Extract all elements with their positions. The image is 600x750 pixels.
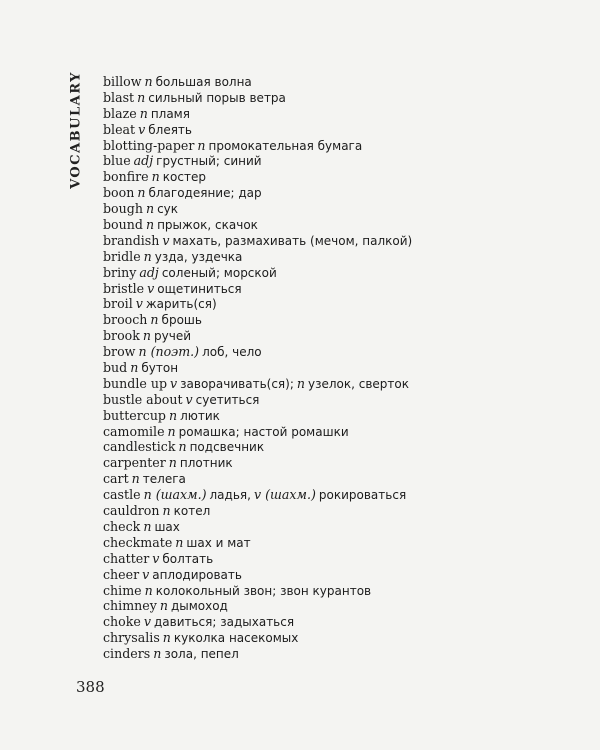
- entry-translation-2: узелок, сверток: [307, 376, 409, 391]
- entry-headword: bleat: [103, 121, 136, 137]
- entry-translation: лютик: [180, 408, 220, 423]
- entry-translation: ощетиниться: [157, 281, 242, 296]
- entry-translation: жарить(ся): [145, 297, 217, 312]
- entry-headword: cauldron: [103, 503, 160, 519]
- vocabulary-entry: [103, 471, 563, 487]
- entry-part-of-speech: n: [159, 598, 168, 614]
- entry-headword: bough: [103, 201, 143, 217]
- entry-headword: chimney: [103, 598, 157, 614]
- entry-translation: подсвечник: [189, 440, 265, 455]
- vocabulary-entry: [103, 551, 563, 567]
- entry-headword: carpenter: [103, 455, 166, 471]
- entry-headword: brooch: [103, 312, 148, 328]
- entry-translation: шах: [154, 519, 180, 534]
- entry-translation: сук: [157, 202, 179, 217]
- entry-headword: check: [103, 518, 141, 534]
- entry-headword: bristle: [103, 280, 145, 296]
- entry-headword: broil: [103, 296, 133, 312]
- vocabulary-entry: [103, 392, 563, 408]
- page-number: 388: [76, 678, 105, 696]
- entry-part-of-speech: v: [185, 391, 193, 407]
- entry-translation: грустный; синий: [156, 154, 262, 169]
- entry-headword: cheer: [103, 566, 140, 582]
- entry-headword: cinders: [103, 646, 151, 662]
- entry-part-of-speech: n: [137, 89, 146, 105]
- vocabulary-entry: [103, 249, 563, 265]
- entry-translation: телега: [142, 472, 186, 487]
- entry-headword: castle: [103, 487, 141, 503]
- entry-headword: boon: [103, 185, 135, 201]
- entry-translation: плотник: [179, 456, 233, 471]
- entry-translation: котел: [173, 504, 211, 519]
- entry-part-of-speech: v: [138, 121, 146, 137]
- entry-part-of-speech: n: [150, 312, 159, 328]
- vocabulary-entry: [103, 90, 563, 106]
- entry-translation: давиться; задыхаться: [153, 615, 295, 630]
- vocabulary-entry: [103, 233, 563, 249]
- entry-translation: дымоход: [170, 599, 228, 614]
- entry-part-of-speech: n: [144, 582, 153, 598]
- section-label: VOCABULARY: [68, 71, 84, 189]
- entry-part-of-speech: n: [151, 169, 160, 185]
- vocabulary-entry: [103, 503, 563, 519]
- entry-part-of-speech: v: [170, 375, 178, 391]
- entry-part-of-speech: v: [142, 566, 150, 582]
- entry-headword: bud: [103, 360, 128, 376]
- vocabulary-entry: [103, 201, 563, 217]
- entry-translation: прыжок, скачок: [157, 218, 258, 233]
- entry-headword: bridle: [103, 248, 141, 264]
- entry-headword: blotting-paper: [103, 137, 195, 153]
- entry-part-of-speech: n (поэт.): [138, 344, 200, 360]
- vocabulary-entry: [103, 519, 563, 535]
- entry-part-of-speech: n: [168, 455, 177, 471]
- entry-translation: бутон: [141, 361, 179, 376]
- entry-headword: checkmate: [103, 534, 173, 550]
- vocabulary-entry: [103, 185, 563, 201]
- vocabulary-list: [103, 74, 563, 662]
- vocabulary-entry: [103, 328, 563, 344]
- entry-headword: brook: [103, 328, 140, 344]
- entry-part-of-speech: n: [130, 360, 139, 376]
- entry-translation: узда, уздечка: [154, 249, 243, 264]
- entry-headword: chatter: [103, 550, 150, 566]
- entry-part-of-speech: n: [131, 471, 140, 487]
- entry-headword: choke: [103, 614, 141, 630]
- entry-translation: болтать: [162, 551, 214, 566]
- vocabulary-entry: [103, 217, 563, 233]
- entry-translation: шах и мат: [186, 535, 251, 550]
- entry-translation: сильный порыв ветра: [148, 90, 286, 105]
- entry-part-of-speech: adj: [133, 153, 154, 169]
- vocabulary-entry: [103, 169, 563, 185]
- vocabulary-entry: [103, 312, 563, 328]
- entry-translation: колокольный звон; звон курантов: [155, 583, 372, 598]
- entry-part-of-speech: n: [162, 630, 171, 646]
- entry-part-of-speech: n: [144, 74, 153, 89]
- entry-headword: billow: [103, 74, 142, 89]
- entry-translation: ручей: [154, 329, 192, 344]
- vocabulary-entry: [103, 583, 563, 599]
- entry-translation: большая волна: [155, 75, 252, 89]
- vocabulary-entry: [103, 455, 563, 471]
- vocabulary-entry: [103, 535, 563, 551]
- entry-headword: brow: [103, 344, 136, 360]
- vocabulary-entry: [103, 598, 563, 614]
- entry-headword: blaze: [103, 105, 137, 121]
- vocabulary-entry: [103, 296, 563, 312]
- entry-headword: chime: [103, 582, 142, 598]
- entry-translation: махать, размахивать (мечом, палкой): [172, 233, 413, 248]
- vocabulary-entry: [103, 614, 563, 630]
- entry-part-of-speech: n: [145, 201, 155, 217]
- vocabulary-entry: [103, 360, 563, 376]
- entry-part-of-speech: n: [143, 518, 152, 534]
- vocabulary-entry: [103, 281, 563, 297]
- entry-headword: bound: [103, 217, 143, 233]
- entry-translation: благодеяние; дар: [148, 186, 262, 201]
- entry-translation: заворачивать(ся);: [180, 376, 294, 391]
- vocabulary-entry: [103, 424, 563, 440]
- vocabulary-entry: [103, 153, 563, 169]
- vocabulary-entry: [103, 376, 563, 392]
- entry-translation-2: рокироваться: [318, 488, 407, 503]
- vocabulary-entry: [103, 487, 563, 503]
- entry-headword: blast: [103, 89, 135, 105]
- entry-translation: лоб, чело: [202, 345, 262, 360]
- entry-headword: candlestick: [103, 439, 176, 455]
- entry-translation: блеять: [148, 122, 192, 137]
- entry-translation: аплодировать: [152, 567, 242, 582]
- vocabulary-entry: [103, 630, 563, 646]
- entry-part-of-speech: n: [178, 439, 187, 455]
- entry-part-of-speech: adj: [139, 264, 159, 280]
- vocabulary-entry: [103, 265, 563, 281]
- entry-part-of-speech: n: [143, 248, 152, 264]
- entry-translation: суетиться: [195, 392, 260, 407]
- entry-part-of-speech: v: [162, 232, 170, 248]
- entry-translation: брошь: [161, 313, 202, 328]
- entry-headword: chrysalis: [103, 630, 160, 646]
- entry-translation: костер: [162, 170, 206, 185]
- entry-part-of-speech: n: [139, 105, 148, 121]
- vocabulary-entry: [103, 74, 563, 90]
- vocabulary-entry: [103, 408, 563, 424]
- vocabulary-entry: [103, 106, 563, 122]
- entry-headword: brandish: [103, 232, 160, 248]
- vocabulary-entry: [103, 138, 563, 154]
- entry-part-of-speech: n (шахм.): [143, 487, 207, 503]
- entry-translation: соленый; морской: [161, 265, 277, 280]
- entry-part-of-speech: v: [152, 550, 160, 566]
- vocabulary-entry: [103, 439, 563, 455]
- entry-part-of-speech-2: n: [296, 375, 305, 391]
- entry-translation: ромашка; настой ромашки: [178, 424, 349, 439]
- entry-part-of-speech: v: [143, 614, 151, 630]
- vocabulary-entry: [103, 646, 563, 662]
- entry-headword: briny: [103, 264, 137, 280]
- entry-part-of-speech: n: [169, 407, 178, 423]
- entry-part-of-speech: v: [135, 296, 143, 312]
- vocabulary-entry: [103, 567, 563, 583]
- vocabulary-entry: [103, 344, 563, 360]
- entry-headword: bonfire: [103, 169, 149, 185]
- entry-part-of-speech: n: [197, 137, 206, 153]
- entry-part-of-speech: n: [142, 328, 152, 344]
- entry-headword: bustle about: [103, 391, 183, 407]
- entry-part-of-speech: n: [167, 423, 176, 439]
- entry-translation: зола, пепел: [164, 647, 239, 662]
- entry-translation: ладья,: [209, 488, 251, 503]
- entry-part-of-speech: n: [153, 646, 162, 662]
- entry-headword: camomile: [103, 423, 165, 439]
- entry-headword: bundle up: [103, 375, 168, 391]
- entry-translation: куколка насекомых: [173, 631, 299, 646]
- entry-headword: cart: [103, 471, 129, 487]
- entry-headword: blue: [103, 153, 131, 169]
- entry-part-of-speech: n: [175, 534, 184, 550]
- entry-translation: пламя: [150, 106, 190, 121]
- entry-part-of-speech-2: v (шахм.): [253, 487, 316, 503]
- entry-translation: промокательная бумага: [208, 138, 363, 153]
- entry-part-of-speech: n: [145, 217, 155, 233]
- entry-part-of-speech: n: [137, 185, 146, 201]
- vocabulary-entry: [103, 122, 563, 138]
- entry-part-of-speech: v: [147, 280, 155, 296]
- entry-headword: buttercup: [103, 407, 166, 423]
- entry-part-of-speech: n: [162, 503, 171, 519]
